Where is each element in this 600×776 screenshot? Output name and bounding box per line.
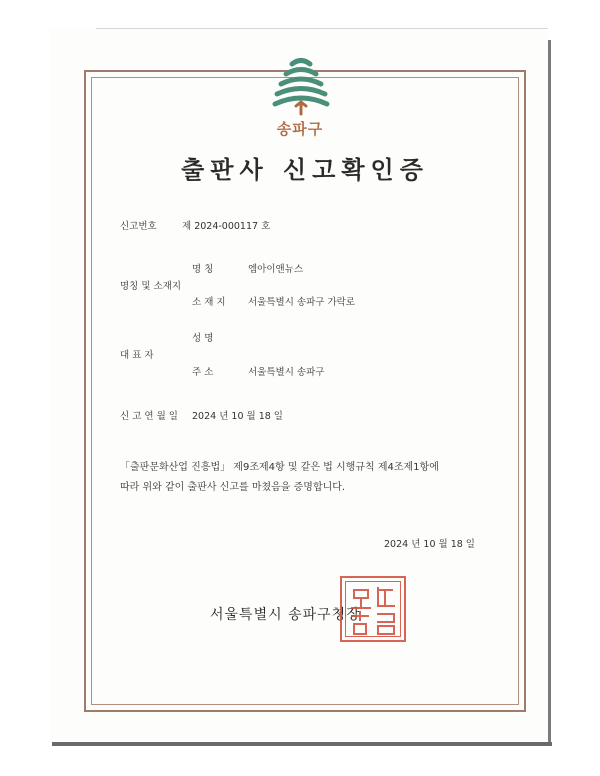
location-value: 서울특별시 송파구 가락로 [248, 297, 355, 308]
report-number-value: 제 2024-000117 호 [182, 221, 271, 232]
report-date-label: 신 고 연 월 일 [120, 411, 178, 422]
issuer-name: 서울특별시 송파구청장 [210, 607, 361, 623]
statement-line-2: 따라 위와 같이 출판사 신고를 마쳤음을 증명합니다. [120, 482, 346, 493]
name-value: 엠아이앤뉴스 [248, 264, 304, 275]
name-label: 명 칭 [192, 264, 214, 275]
representative-label: 대 표 자 [120, 350, 154, 361]
rep-address-value: 서울특별시 송파구 [248, 367, 325, 378]
location-label: 소 재 지 [192, 297, 226, 308]
paper-edge-bottom [52, 742, 552, 746]
document-title: 출판사 신고확인증 [181, 156, 429, 184]
issue-date: 2024 년 10 월 18 일 [384, 539, 475, 550]
official-seal-icon [340, 576, 406, 642]
statement-line-1: 「출판문화산업 진흥법」 제9조제4항 및 같은 법 시행규칙 제4조제1항에 [120, 462, 439, 473]
rep-name-label: 성 명 [192, 333, 214, 344]
pine-tree-icon [266, 54, 336, 124]
certification-statement [120, 458, 500, 498]
rep-address-label: 주 소 [192, 367, 214, 378]
report-number-label: 신고번호 [120, 221, 157, 232]
brand-name: 송파구 [276, 120, 324, 138]
paper-edge-right [548, 40, 551, 746]
report-date-value: 2024 년 10 월 18 일 [192, 411, 283, 422]
paper-edge-top [96, 28, 548, 29]
name-and-location-label: 명칭 및 소재지 [120, 281, 182, 292]
